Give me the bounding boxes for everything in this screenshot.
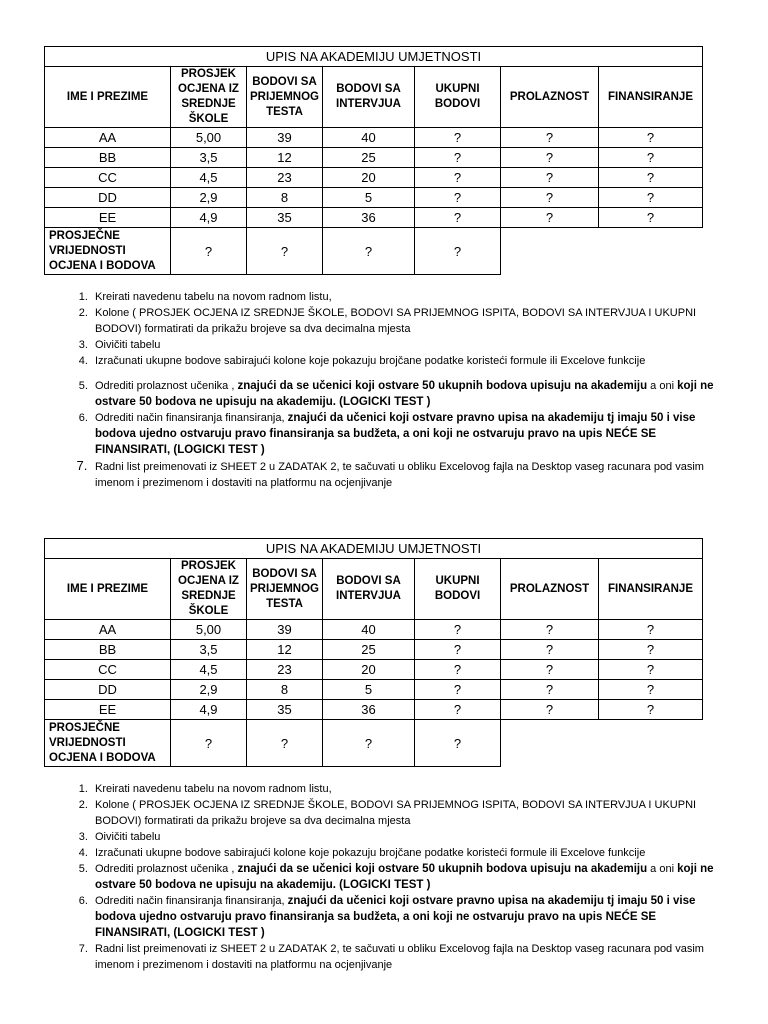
cell-prijemni: 35 (247, 208, 323, 228)
cell-intervju: 5 (323, 680, 415, 700)
cell-ukupni: ? (415, 128, 501, 148)
cell-finansiranje: ? (599, 680, 703, 700)
cell-prijemni: 12 (247, 148, 323, 168)
cell-prosjek: 4,9 (171, 208, 247, 228)
cell-prijemni: 8 (247, 680, 323, 700)
cell-intervju: 25 (323, 148, 415, 168)
header-finansiranje: FINANSIRANJE (599, 559, 703, 620)
table-row (45, 680, 703, 700)
cell-finansiranje: ? (599, 620, 703, 640)
header-prolaznost: PROLAZNOST (501, 559, 599, 620)
task-item: 3. Oivičiti tabelu (91, 829, 731, 845)
cell-prijemni: 23 (247, 660, 323, 680)
cell-finansiranje: ? (599, 640, 703, 660)
task-item: 1. Kreirati navedenu tabelu na novom radnom listu, (91, 289, 731, 305)
task-list (44, 289, 731, 491)
cell-ukupni: ? (415, 148, 501, 168)
cell-name: AA (45, 620, 171, 640)
task-item: 2. Kolone ( PROSJEK OCJENA IZ SREDNJE ŠKOLE, BODOVI SA PRIJEMNOG ISPITA, BODOVI SA INTERVJUA I UKUPNI BODOVI) formatirati da prikažu brojeve sa dva decimalna mjesta (91, 797, 731, 829)
cell-intervju: 20 (323, 168, 415, 188)
cell-ukupni: ? (415, 188, 501, 208)
cell-prijemni: 35 (247, 700, 323, 720)
empty-cell (501, 228, 599, 275)
cell-prosjek: 3,5 (171, 148, 247, 168)
cell-prolaznost: ? (501, 700, 599, 720)
avg-ukupni: ? (415, 720, 501, 767)
table-row (45, 128, 703, 148)
table-title: UPIS NA AKADEMIJU UMJETNOSTI (45, 539, 703, 559)
header-ukupni: UKUPNI BODOVI (415, 67, 501, 128)
cell-prosjek: 5,00 (171, 620, 247, 640)
empty-cell (599, 228, 703, 275)
cell-prijemni: 8 (247, 188, 323, 208)
task-list (44, 781, 731, 973)
cell-name: BB (45, 148, 171, 168)
cell-prolaznost: ? (501, 168, 599, 188)
cell-prolaznost: ? (501, 148, 599, 168)
header-finansiranje: FINANSIRANJE (599, 67, 703, 128)
header-prosjek: PROSJEK OCJENA IZ SREDNJE ŠKOLE (171, 67, 247, 128)
avg-prosjek: ? (171, 720, 247, 767)
cell-ukupni: ? (415, 208, 501, 228)
avg-prijemni: ? (247, 228, 323, 275)
cell-prolaznost: ? (501, 188, 599, 208)
avg-intervju: ? (323, 720, 415, 767)
cell-finansiranje: ? (599, 128, 703, 148)
cell-intervju: 36 (323, 700, 415, 720)
header-prolaznost: PROLAZNOST (501, 67, 599, 128)
cell-prosjek: 4,9 (171, 700, 247, 720)
cell-prolaznost: ? (501, 680, 599, 700)
cell-prijemni: 39 (247, 128, 323, 148)
table-row (45, 620, 703, 640)
cell-intervju: 5 (323, 188, 415, 208)
cell-prijemni: 23 (247, 168, 323, 188)
header-row (45, 559, 703, 620)
empty-cell (599, 720, 703, 767)
header-ukupni: UKUPNI BODOVI (415, 559, 501, 620)
cell-ukupni: ? (415, 660, 501, 680)
assignment-block-2 (44, 538, 714, 973)
cell-name: EE (45, 700, 171, 720)
cell-ukupni: ? (415, 700, 501, 720)
avg-prosjek: ? (171, 228, 247, 275)
task-item: 4. Izračunati ukupne bodove sabirajući kolone koje pokazuju brojčane podatke koristeći formule ili Excelove funkcije (91, 845, 731, 861)
cell-name: BB (45, 640, 171, 660)
cell-finansiranje: ? (599, 660, 703, 680)
average-row (45, 228, 703, 275)
avg-ukupni: ? (415, 228, 501, 275)
task-item: 6. Odrediti način finansiranja finansiranja, znajući da učenici koji ostvare pravno upisa na akademiju tj imaju 50 i vise bodova ujedno ostvaruju pravo finansiranja sa budžeta, a oni koji ne ostvaruju pravo na upis NEĆE SE FINANSIRATI, (LOGICKI TEST ) (91, 893, 731, 941)
empty-cell (501, 720, 599, 767)
table-title: UPIS NA AKADEMIJU UMJETNOSTI (45, 47, 703, 67)
cell-name: CC (45, 660, 171, 680)
cell-intervju: 40 (323, 128, 415, 148)
task-item: 5. Odrediti prolaznost učenika , znajući da se učenici koji ostvare 50 ukupnih bodova upisuju na akademiju a oni koji ne ostvare 50 bodova ne upisuju na akademiju. (LOGICKI TEST ) (91, 378, 731, 410)
cell-prosjek: 4,5 (171, 660, 247, 680)
assignment-block-1 (44, 46, 714, 491)
task-item: 1. Kreirati navedenu tabelu na novom radnom listu, (91, 781, 731, 797)
cell-name: EE (45, 208, 171, 228)
average-label: PROSJEČNE VRIJEDNOSTI OCJENA I BODOVA (45, 228, 171, 275)
cell-prolaznost: ? (501, 640, 599, 660)
enrollment-table (44, 46, 703, 275)
task-item: 6. Odrediti način finansiranja finansiranja, znajući da učenici koji ostvare pravno upisa na akademiju tj imaju 50 i vise bodova ujedno ostvaruju pravo finansiranja sa budžeta, a oni koji ne ostvaruju pravo na upis NEĆE SE FINANSIRATI, (LOGICKI TEST ) (91, 410, 731, 458)
task-item: 4. Izračunati ukupne bodove sabirajući kolone koje pokazuju brojčane podatke koristeći formule ili Excelove funkcije (91, 353, 731, 369)
cell-finansiranje: ? (599, 188, 703, 208)
cell-finansiranje: ? (599, 208, 703, 228)
header-ime: IME I PREZIME (45, 559, 171, 620)
task-item: 2. Kolone ( PROSJEK OCJENA IZ SREDNJE ŠKOLE, BODOVI SA PRIJEMNOG ISPITA, BODOVI SA INTERVJUA I UKUPNI BODOVI) formatirati da prikažu brojeve sa dva decimalna mjesta (91, 305, 731, 337)
cell-name: DD (45, 188, 171, 208)
cell-finansiranje: ? (599, 168, 703, 188)
cell-ukupni: ? (415, 620, 501, 640)
cell-prijemni: 12 (247, 640, 323, 660)
cell-ukupni: ? (415, 680, 501, 700)
table-row (45, 640, 703, 660)
cell-intervju: 36 (323, 208, 415, 228)
header-row (45, 67, 703, 128)
header-ime: IME I PREZIME (45, 67, 171, 128)
cell-prosjek: 3,5 (171, 640, 247, 660)
cell-intervju: 25 (323, 640, 415, 660)
table-row (45, 700, 703, 720)
cell-name: DD (45, 680, 171, 700)
cell-prolaznost: ? (501, 660, 599, 680)
table-row (45, 188, 703, 208)
cell-prosjek: 2,9 (171, 680, 247, 700)
task-item: 7. Radni list preimenovati iz SHEET 2 u ZADATAK 2, te sačuvati u obliku Excelovog fajla na Desktop vaseg racunara pod vasim imenom i prezimenom i dostaviti na platformu na ocjenjivanje (91, 941, 731, 973)
cell-prosjek: 2,9 (171, 188, 247, 208)
cell-prosjek: 5,00 (171, 128, 247, 148)
table-row (45, 660, 703, 680)
task-item: 7. Radni list preimenovati iz SHEET 2 u ZADATAK 2, te sačuvati u obliku Excelovog fajla na Desktop vaseg racunara pod vasim imenom i prezimenom i dostaviti na platformu na ocjenjivanje (91, 458, 731, 491)
cell-prijemni: 39 (247, 620, 323, 640)
cell-prolaznost: ? (501, 128, 599, 148)
cell-prolaznost: ? (501, 208, 599, 228)
cell-finansiranje: ? (599, 700, 703, 720)
cell-prosjek: 4,5 (171, 168, 247, 188)
average-label: PROSJEČNE VRIJEDNOSTI OCJENA I BODOVA (45, 720, 171, 767)
task-item: 5. Odrediti prolaznost učenika , znajući da se učenici koji ostvare 50 ukupnih bodova upisuju na akademiju a oni koji ne ostvare 50 bodova ne upisuju na akademiju. (LOGICKI TEST ) (91, 861, 731, 893)
avg-intervju: ? (323, 228, 415, 275)
cell-name: AA (45, 128, 171, 148)
task-item: 3. Oivičiti tabelu (91, 337, 731, 353)
table-row (45, 168, 703, 188)
header-intervju: BODOVI SA INTERVJUA (323, 67, 415, 128)
table-row (45, 148, 703, 168)
cell-intervju: 20 (323, 660, 415, 680)
table-row (45, 208, 703, 228)
header-prosjek: PROSJEK OCJENA IZ SREDNJE ŠKOLE (171, 559, 247, 620)
header-prijemni: BODOVI SA PRIJEMNOG TESTA (247, 67, 323, 128)
header-intervju: BODOVI SA INTERVJUA (323, 559, 415, 620)
cell-finansiranje: ? (599, 148, 703, 168)
cell-ukupni: ? (415, 640, 501, 660)
average-row (45, 720, 703, 767)
cell-prolaznost: ? (501, 620, 599, 640)
cell-intervju: 40 (323, 620, 415, 640)
cell-ukupni: ? (415, 168, 501, 188)
header-prijemni: BODOVI SA PRIJEMNOG TESTA (247, 559, 323, 620)
avg-prijemni: ? (247, 720, 323, 767)
cell-name: CC (45, 168, 171, 188)
enrollment-table (44, 538, 703, 767)
